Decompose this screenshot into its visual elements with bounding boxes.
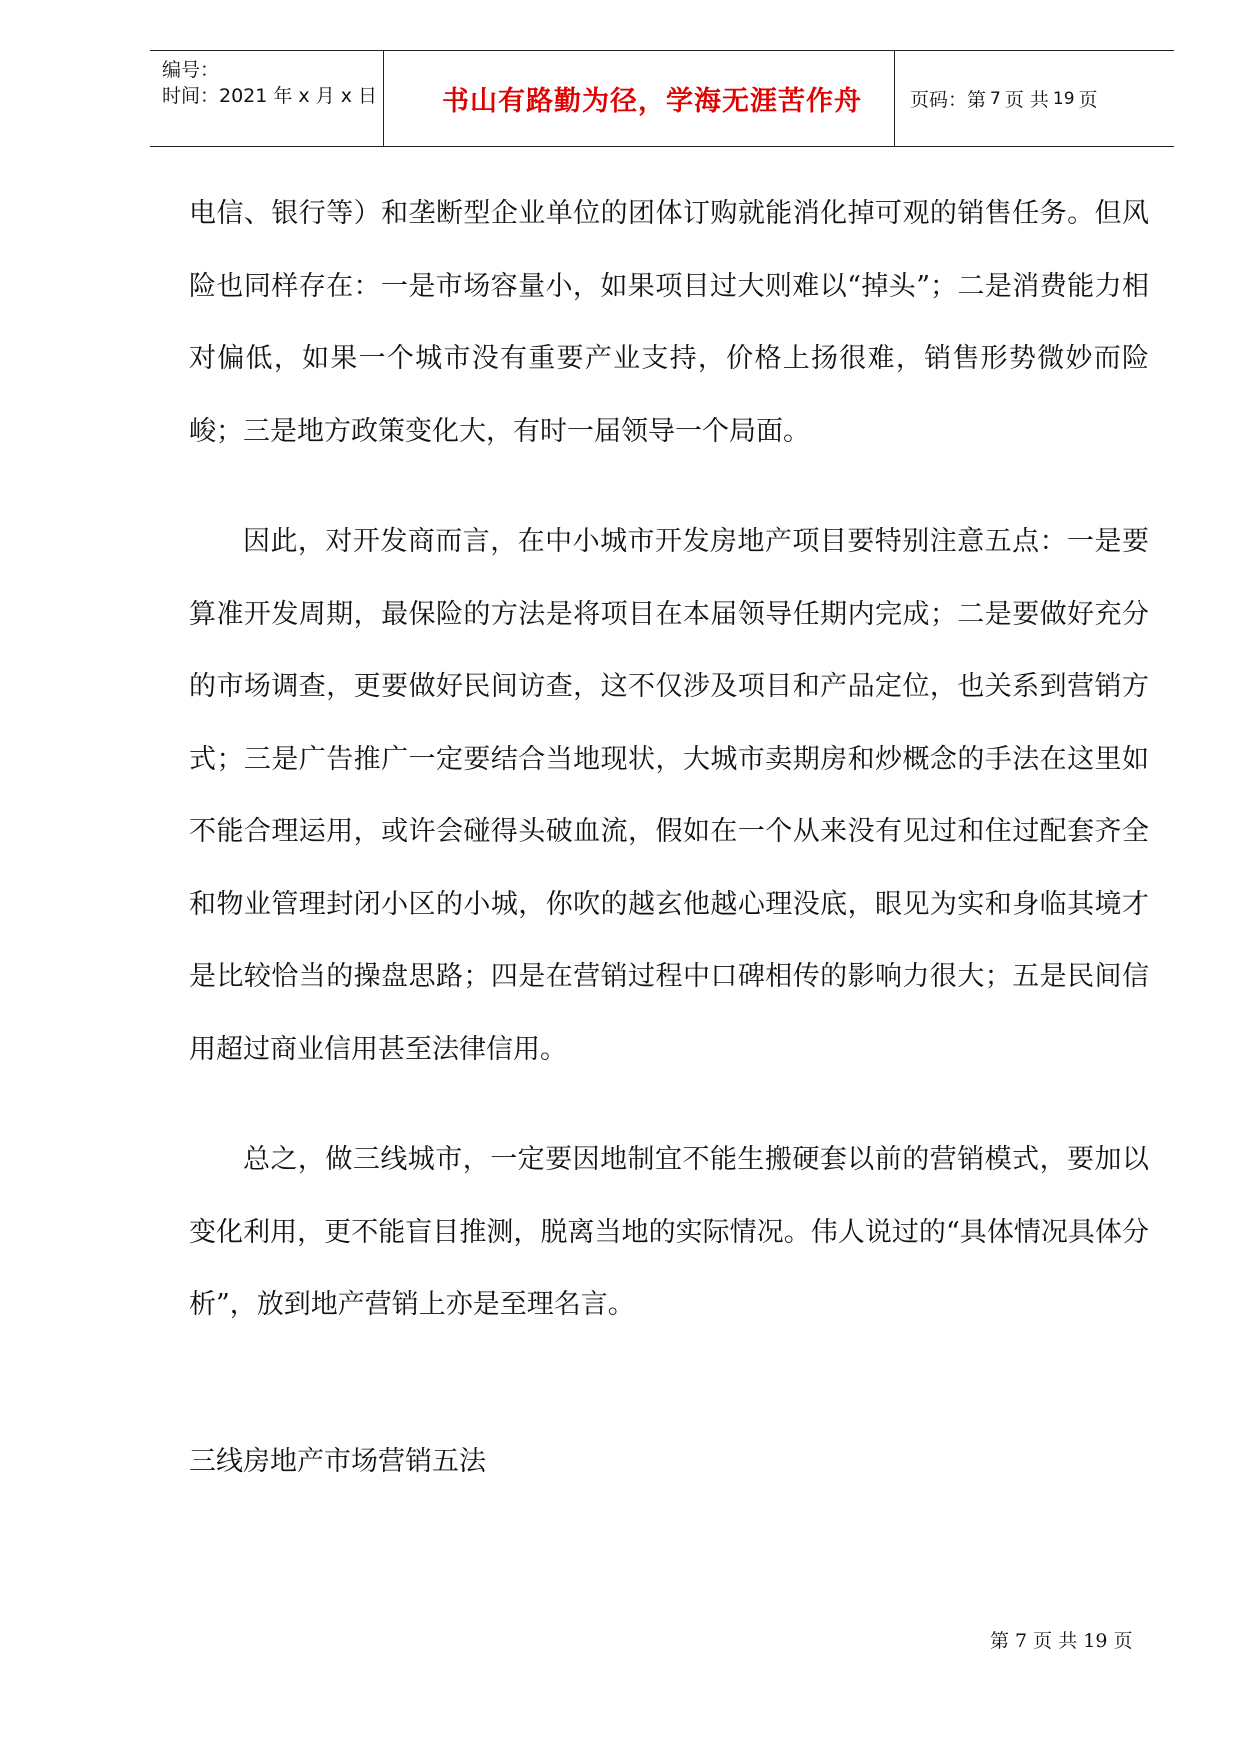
page-label-suffix: 页 (1078, 89, 1098, 111)
page-header (150, 50, 1174, 147)
document-body (189, 178, 1149, 1342)
page-footer: 第 7 页 共 19 页 (990, 1630, 1133, 1652)
page-label-mid: 页 共 (1004, 89, 1049, 111)
header-page-info (910, 51, 1098, 146)
page-total: 19 (1052, 88, 1075, 109)
page-label-prefix: 页码：第 (910, 89, 987, 111)
paragraph: 电信、银行等）和垄断型企业单位的团体订购就能消化掉可观的销售任务。但风险也同样存在：一是市场容量小，如果项目过大则难以“掉头”；二是消费能力相对偏低，如果一个城市没有重要产业支持，价格上扬很难，销售形势微妙而险峻；三是地方政策变化大，有时一届领导一个局面。 (189, 198, 1149, 447)
header-motto: 书山有路勤为径，学海无涯苦作舟 (442, 86, 862, 117)
document-number-label: 编号： (162, 59, 220, 81)
section-heading: 三线房地产市场营销五法 (189, 1446, 486, 1477)
header-divider-right (894, 51, 895, 146)
document-time-label: 时间：2021 年 x 月 x 日 (162, 85, 378, 107)
paragraph: 因此，对开发商而言，在中小城市开发房地产项目要特别注意五点：一是要算准开发周期，最保险的方法是将项目在本届领导任期内完成；二是要做好充分的市场调查，更要做好民间访查，这不仅涉及项目和产品定位，也关系到营销方式；三是广告推广一定要结合当地现状，大城市卖期房和炒概念的手法在这里如不能合理运用，或许会碰得头破血流，假如在一个从来没有见过和住过配套齐全和物业管理封闭小区的小城，你吹的越玄他越心理没底，眼见为实和身临其境才是比较恰当的操盘思路；四是在营销过程中口碑相传的影响力很大；五是民间信用超过商业信用甚至法律信用。 (189, 526, 1149, 1065)
header-meta (162, 57, 377, 109)
paragraph: 总之，做三线城市，一定要因地制宜不能生搬硬套以前的营销模式，要加以变化利用，更不能盲目推测，脱离当地的实际情况。伟人说过的“具体情况具体分析”，放到地产营销上亦是至理名言。 (189, 1144, 1149, 1320)
header-divider-left (383, 51, 384, 146)
page-current: 7 (990, 88, 1001, 109)
